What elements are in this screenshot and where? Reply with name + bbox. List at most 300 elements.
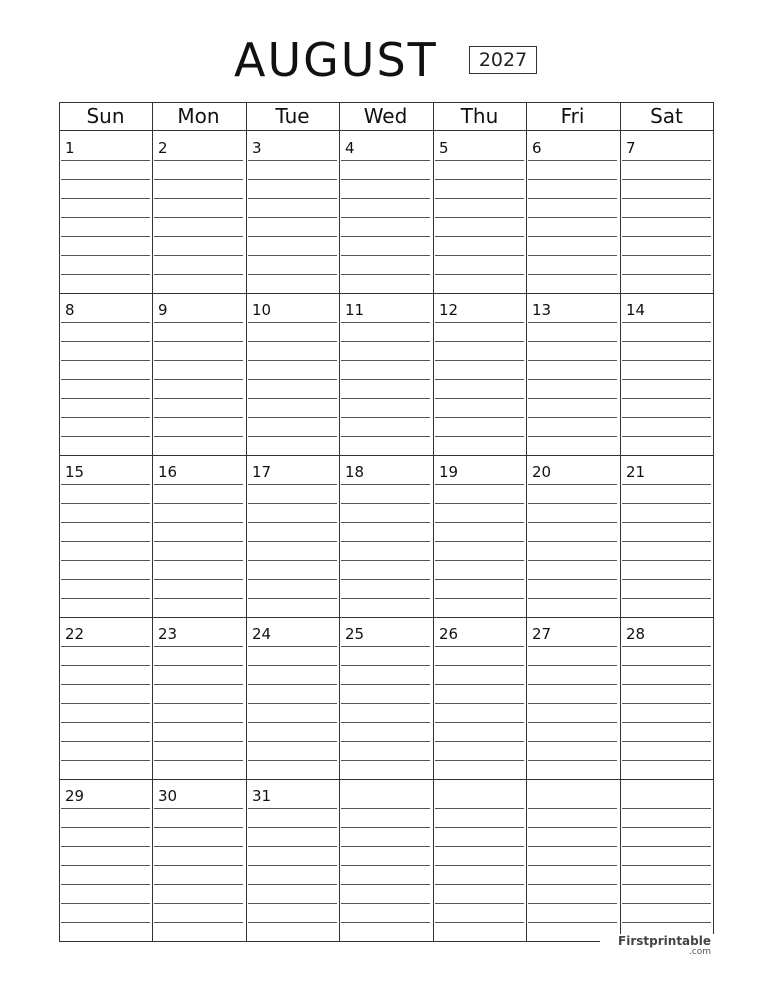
writing-line (622, 541, 711, 542)
writing-line (435, 646, 524, 647)
writing-line (435, 922, 524, 923)
writing-line (248, 598, 337, 599)
writing-line (622, 217, 711, 218)
day-cell[interactable] (433, 618, 526, 780)
writing-line (528, 579, 617, 580)
writing-line (622, 579, 711, 580)
writing-line (528, 541, 617, 542)
writing-line (248, 560, 337, 561)
writing-line (435, 179, 524, 180)
writing-line (341, 417, 430, 418)
column-divider (246, 102, 247, 942)
writing-line (248, 160, 337, 161)
writing-line (528, 198, 617, 199)
writing-line (154, 903, 243, 904)
writing-line (341, 217, 430, 218)
writing-line (248, 417, 337, 418)
writing-line (341, 236, 430, 237)
writing-line (435, 560, 524, 561)
writing-line (435, 722, 524, 723)
writing-line (61, 741, 150, 742)
day-number: 6 (532, 139, 542, 157)
writing-line (622, 436, 711, 437)
week-row (59, 456, 714, 618)
weekday-sun: Sun (86, 104, 125, 128)
day-cell[interactable] (59, 456, 152, 618)
writing-line (248, 903, 337, 904)
writing-line (154, 503, 243, 504)
writing-line (154, 560, 243, 561)
writing-line (341, 179, 430, 180)
writing-line (61, 198, 150, 199)
day-number: 9 (158, 301, 168, 319)
writing-line (248, 741, 337, 742)
writing-line (435, 541, 524, 542)
writing-line (341, 379, 430, 380)
day-number: 17 (252, 463, 272, 481)
writing-line (622, 398, 711, 399)
writing-line (435, 255, 524, 256)
writing-line (528, 360, 617, 361)
calendar-header (0, 0, 773, 100)
writing-line (154, 160, 243, 161)
writing-line (61, 703, 150, 704)
writing-line (528, 236, 617, 237)
writing-line (528, 398, 617, 399)
writing-line (61, 722, 150, 723)
writing-line (622, 808, 711, 809)
writing-line (61, 417, 150, 418)
day-cell[interactable] (339, 294, 432, 456)
writing-line (61, 865, 150, 866)
writing-line (248, 703, 337, 704)
writing-line (435, 741, 524, 742)
writing-line (248, 436, 337, 437)
writing-line (154, 379, 243, 380)
writing-line (154, 541, 243, 542)
writing-line (248, 827, 337, 828)
writing-line (528, 665, 617, 666)
writing-line (341, 579, 430, 580)
writing-line (435, 903, 524, 904)
writing-line (341, 160, 430, 161)
day-number: 12 (439, 301, 459, 319)
writing-line (154, 760, 243, 761)
writing-line (528, 179, 617, 180)
writing-line (341, 684, 430, 685)
writing-line (622, 341, 711, 342)
day-cell[interactable] (339, 132, 432, 294)
writing-line (435, 522, 524, 523)
writing-line (341, 560, 430, 561)
writing-line (528, 722, 617, 723)
day-cell[interactable] (246, 618, 339, 780)
writing-line (341, 846, 430, 847)
writing-line (622, 198, 711, 199)
writing-line (248, 922, 337, 923)
column-divider (620, 102, 621, 942)
day-cell[interactable] (526, 456, 619, 618)
writing-line (248, 846, 337, 847)
writing-line (528, 808, 617, 809)
writing-line (248, 884, 337, 885)
writing-line (61, 665, 150, 666)
day-number: 2 (158, 139, 168, 157)
writing-line (154, 255, 243, 256)
writing-line (622, 274, 711, 275)
writing-line (61, 179, 150, 180)
writing-line (61, 255, 150, 256)
writing-line (435, 198, 524, 199)
day-cell[interactable] (152, 132, 245, 294)
writing-line (61, 684, 150, 685)
brand-tld: .com (688, 947, 711, 957)
day-cell[interactable] (59, 618, 152, 780)
writing-line (622, 703, 711, 704)
day-number: 7 (626, 139, 636, 157)
writing-line (528, 484, 617, 485)
writing-line (154, 884, 243, 885)
day-cell[interactable] (152, 618, 245, 780)
writing-line (528, 703, 617, 704)
writing-line (528, 760, 617, 761)
writing-line (341, 322, 430, 323)
writing-line (154, 522, 243, 523)
day-number: 13 (532, 301, 552, 319)
writing-line (154, 398, 243, 399)
writing-line (154, 360, 243, 361)
day-number: 8 (65, 301, 75, 319)
writing-line (341, 903, 430, 904)
column-divider (433, 102, 434, 942)
day-number: 19 (439, 463, 459, 481)
writing-line (341, 398, 430, 399)
writing-line (61, 360, 150, 361)
writing-line (622, 646, 711, 647)
writing-line (154, 417, 243, 418)
writing-line (248, 722, 337, 723)
day-number: 16 (158, 463, 178, 481)
day-number: 10 (252, 301, 272, 319)
writing-line (622, 722, 711, 723)
writing-line (341, 198, 430, 199)
day-cell[interactable] (59, 780, 152, 942)
writing-line (248, 341, 337, 342)
month-title: AUGUST (234, 33, 438, 87)
writing-line (61, 922, 150, 923)
day-cell[interactable] (433, 132, 526, 294)
writing-line (248, 236, 337, 237)
writing-line (61, 503, 150, 504)
day-number: 5 (439, 139, 449, 157)
writing-line (61, 827, 150, 828)
day-cell[interactable] (620, 456, 713, 618)
writing-line (622, 360, 711, 361)
writing-line (154, 436, 243, 437)
writing-line (61, 217, 150, 218)
day-cell[interactable] (526, 132, 619, 294)
writing-line (622, 322, 711, 323)
writing-line (435, 341, 524, 342)
writing-line (61, 436, 150, 437)
writing-line (528, 255, 617, 256)
writing-line (528, 903, 617, 904)
day-cell[interactable] (620, 780, 713, 942)
writing-line (341, 484, 430, 485)
day-number: 25 (345, 625, 365, 643)
writing-line (435, 884, 524, 885)
writing-line (341, 884, 430, 885)
writing-line (528, 884, 617, 885)
writing-line (248, 665, 337, 666)
writing-line (61, 274, 150, 275)
writing-line (622, 236, 711, 237)
writing-line (341, 255, 430, 256)
column-divider (526, 102, 527, 942)
column-divider (339, 102, 340, 942)
writing-line (248, 217, 337, 218)
writing-line (435, 808, 524, 809)
writing-line (154, 922, 243, 923)
writing-line (435, 217, 524, 218)
day-cell[interactable] (620, 618, 713, 780)
day-cell[interactable] (526, 780, 619, 942)
week-row (59, 618, 714, 780)
writing-line (154, 665, 243, 666)
writing-line (248, 646, 337, 647)
writing-line (435, 322, 524, 323)
writing-line (528, 274, 617, 275)
writing-line (622, 179, 711, 180)
writing-line (341, 360, 430, 361)
writing-line (622, 379, 711, 380)
writing-line (528, 217, 617, 218)
writing-line (528, 503, 617, 504)
writing-line (622, 922, 711, 923)
writing-line (154, 808, 243, 809)
writing-line (622, 903, 711, 904)
writing-line (154, 703, 243, 704)
writing-line (61, 484, 150, 485)
writing-line (622, 598, 711, 599)
writing-line (61, 579, 150, 580)
day-number: 1 (65, 139, 75, 157)
day-cell[interactable] (620, 132, 713, 294)
writing-line (154, 341, 243, 342)
writing-line (154, 722, 243, 723)
writing-line (341, 541, 430, 542)
writing-line (435, 598, 524, 599)
writing-line (61, 160, 150, 161)
day-number: 31 (252, 787, 272, 805)
writing-line (154, 598, 243, 599)
day-number: 15 (65, 463, 85, 481)
day-cell[interactable] (433, 294, 526, 456)
writing-line (435, 436, 524, 437)
writing-line (248, 255, 337, 256)
writing-line (622, 884, 711, 885)
week-row (59, 132, 714, 294)
writing-line (248, 198, 337, 199)
writing-line (622, 827, 711, 828)
writing-line (528, 646, 617, 647)
writing-line (248, 398, 337, 399)
day-cell[interactable] (246, 456, 339, 618)
writing-line (61, 541, 150, 542)
writing-line (154, 274, 243, 275)
day-cell[interactable] (59, 294, 152, 456)
day-cell[interactable] (246, 132, 339, 294)
day-cell[interactable] (246, 294, 339, 456)
weekday-tue: Tue (275, 104, 310, 128)
writing-line (154, 198, 243, 199)
writing-line (528, 598, 617, 599)
writing-line (528, 684, 617, 685)
day-cell[interactable] (433, 456, 526, 618)
writing-line (61, 846, 150, 847)
day-cell[interactable] (339, 456, 432, 618)
writing-line (341, 598, 430, 599)
writing-line (248, 179, 337, 180)
writing-line (622, 865, 711, 866)
writing-line (528, 741, 617, 742)
writing-line (248, 322, 337, 323)
writing-line (248, 579, 337, 580)
writing-line (528, 522, 617, 523)
writing-line (341, 341, 430, 342)
day-cell[interactable] (526, 618, 619, 780)
writing-line (622, 417, 711, 418)
day-number: 28 (626, 625, 646, 643)
writing-line (528, 417, 617, 418)
writing-line (435, 398, 524, 399)
writing-line (341, 760, 430, 761)
day-cell[interactable] (152, 780, 245, 942)
writing-line (435, 379, 524, 380)
day-number: 4 (345, 139, 355, 157)
writing-line (248, 808, 337, 809)
writing-line (61, 903, 150, 904)
weekday-wed: Wed (363, 104, 408, 128)
writing-line (341, 741, 430, 742)
writing-line (435, 274, 524, 275)
day-cell[interactable] (152, 456, 245, 618)
writing-line (154, 179, 243, 180)
year-box: 2027 (469, 46, 537, 74)
writing-line (341, 274, 430, 275)
writing-line (435, 760, 524, 761)
writing-line (528, 865, 617, 866)
writing-line (341, 722, 430, 723)
writing-line (61, 341, 150, 342)
weekday-mon: Mon (177, 104, 220, 128)
writing-line (622, 846, 711, 847)
day-number: 22 (65, 625, 85, 643)
writing-line (435, 827, 524, 828)
day-cell[interactable] (526, 294, 619, 456)
writing-line (248, 503, 337, 504)
day-number: 23 (158, 625, 178, 643)
day-number: 11 (345, 301, 365, 319)
brand-name: Firstprintable (618, 934, 711, 948)
writing-line (154, 484, 243, 485)
writing-line (435, 865, 524, 866)
writing-line (435, 503, 524, 504)
weekday-sat: Sat (650, 104, 683, 128)
day-number: 29 (65, 787, 85, 805)
day-cell[interactable] (152, 294, 245, 456)
day-number: 26 (439, 625, 459, 643)
weekday-header-row (59, 102, 714, 131)
writing-line (435, 484, 524, 485)
weekday-fri: Fri (560, 104, 585, 128)
writing-line (622, 503, 711, 504)
writing-line (248, 522, 337, 523)
day-number: 18 (345, 463, 365, 481)
writing-line (341, 703, 430, 704)
writing-line (528, 560, 617, 561)
writing-line (528, 846, 617, 847)
writing-line (61, 560, 150, 561)
writing-line (435, 360, 524, 361)
writing-line (435, 417, 524, 418)
writing-line (622, 160, 711, 161)
writing-line (622, 484, 711, 485)
writing-line (622, 684, 711, 685)
writing-line (154, 741, 243, 742)
writing-line (248, 760, 337, 761)
writing-line (341, 827, 430, 828)
day-cell[interactable] (339, 618, 432, 780)
day-cell[interactable] (339, 780, 432, 942)
weekday-thu: Thu (460, 104, 499, 128)
writing-line (528, 379, 617, 380)
writing-line (154, 684, 243, 685)
day-number: 20 (532, 463, 552, 481)
writing-line (154, 865, 243, 866)
writing-line (622, 560, 711, 561)
writing-line (248, 541, 337, 542)
writing-line (341, 646, 430, 647)
writing-line (341, 522, 430, 523)
writing-line (528, 827, 617, 828)
day-number: 24 (252, 625, 272, 643)
writing-line (622, 665, 711, 666)
writing-line (61, 646, 150, 647)
day-cell[interactable] (433, 780, 526, 942)
writing-line (435, 684, 524, 685)
writing-line (622, 760, 711, 761)
day-cell[interactable] (59, 132, 152, 294)
writing-line (528, 341, 617, 342)
day-cell[interactable] (620, 294, 713, 456)
writing-line (248, 865, 337, 866)
writing-line (341, 808, 430, 809)
writing-line (154, 322, 243, 323)
writing-line (61, 236, 150, 237)
writing-line (154, 846, 243, 847)
day-number: 21 (626, 463, 646, 481)
writing-line (341, 665, 430, 666)
writing-line (435, 665, 524, 666)
writing-line (622, 741, 711, 742)
writing-line (154, 646, 243, 647)
writing-line (61, 598, 150, 599)
writing-line (61, 398, 150, 399)
writing-line (248, 484, 337, 485)
day-cell[interactable] (246, 780, 339, 942)
writing-line (435, 160, 524, 161)
